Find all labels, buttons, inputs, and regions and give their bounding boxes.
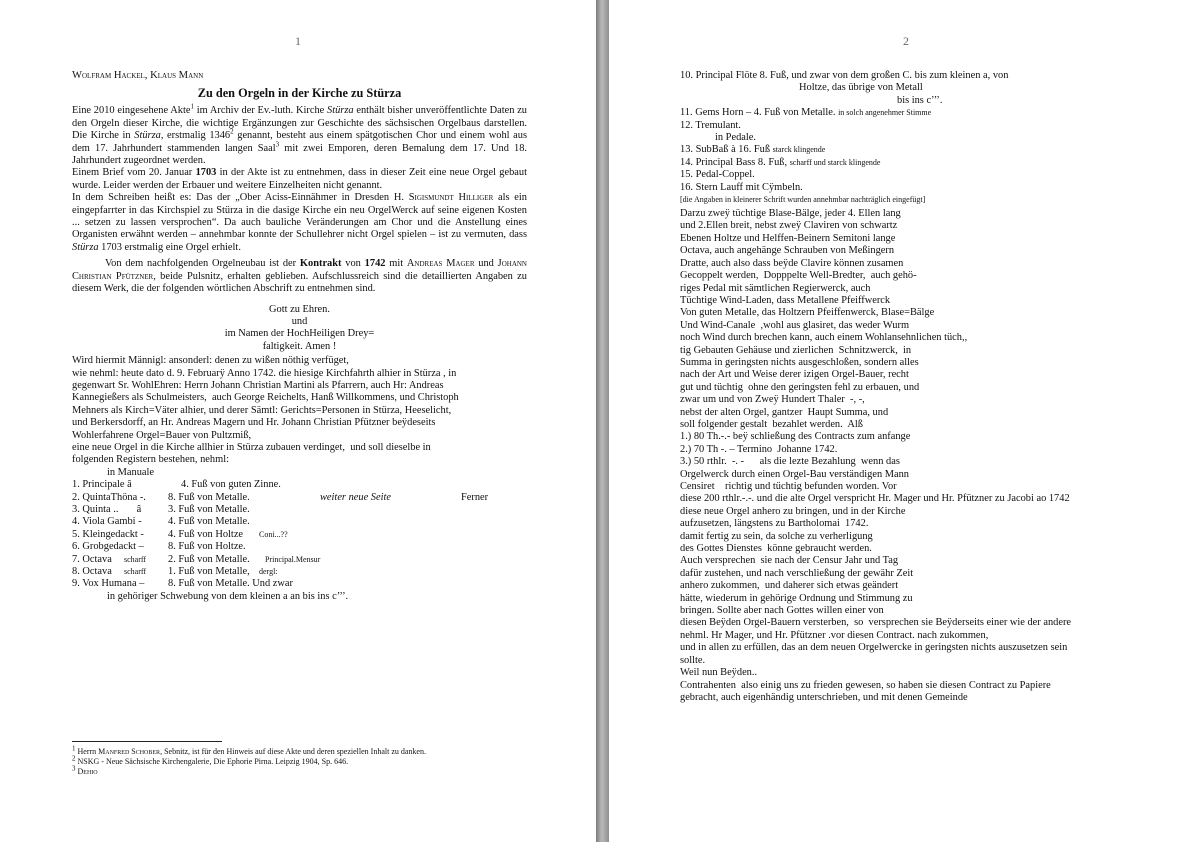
footnote: $^3$ Dehio (72, 764, 98, 776)
text-line: Contrahenten also einig uns zu frieden gewesen, so haben sie diesen Contract zu Papiere (680, 679, 1051, 691)
register-12: 12. Tremulant. (680, 119, 741, 131)
footnote: $^1$ Herrn Manfred Schober, Sebnitz, ist für den Hinweis auf diese Akte und deren speziellen Inhalt zu danken. (72, 744, 426, 756)
text-line: zwar um und von Zweÿ Hundert Thaler -, -, (680, 394, 865, 406)
footnote-ref-1: 1 (190, 102, 194, 111)
register-10-cont: Holtze, das übrige von Metall (799, 82, 923, 94)
text-line: soll folgender gestalt bezahlet werden. Alß (680, 418, 863, 430)
text-line: und 2.Ellen breit, nebst zweÿ Claviren von schwartz (680, 220, 898, 232)
text-line: hätte, wiederum in gehörige Ordnung und Stimmung zu (680, 592, 913, 604)
text-line: nach der Art und Weise derer izigen Orgel-Bauer, recht (680, 369, 909, 381)
footnote-ref-2: 2 (230, 127, 234, 136)
register-row: 5. Kleingedackt - 4. Fuß von Holtze Coni...?? (72, 528, 288, 540)
letter-1703-paragraph: Einem Brief vom 20. Januar 1703 in der Akte ist zu entnehmen, dass in dieser Zeit eine neue Orgel gebaut wurde. Leider werden der Erbauer und weitere Einzelheiten nicht genannt. (72, 167, 527, 191)
text-line: Darzu zweÿ tüchtige Blase-Bälge, jeder 4. Ellen lang (680, 208, 901, 220)
margin-note: weiter neue Seite (320, 491, 391, 503)
register-13: 13. SubBaß à 16. Fuß starck klingende (680, 144, 826, 156)
text-line: Und Wind-Canale ,wohl aus glasiret, das weder Wurm (680, 319, 910, 331)
manuale-heading: in Manuale (107, 466, 155, 478)
register-row: 7. Octava scharff 2. Fuß von Metalle. Principal.Mensur (72, 553, 321, 565)
authors: Wolfram Hackel, Klaus Mann (72, 70, 204, 81)
register-row: 2. QuintaThöna -. 8. Fuß von Metalle. weiter neue Seite Ferner (72, 491, 489, 503)
page-number: 1 (295, 34, 301, 48)
invocation: Gott zu Ehren. und im Namen der HochHeiligen Drey= faltigkeit. Amen ! (224, 303, 375, 352)
text-line: gut und tüchtig ohne den geringsten fehl zu erbauen, und (680, 381, 920, 393)
register-10: 10. Principal Flöte 8. Fuß, und zwar von dem großen C. bis zum kleinen a, von (680, 70, 1009, 81)
text-line: Octava, auch angehänge Schrauben von Meßingern (680, 245, 895, 257)
text-line: 3.) 50 rthlr. -. - als die lezte Bezahlung wenn das (680, 456, 900, 468)
footnote-rule (72, 741, 222, 742)
text-line: dafür zustehen, und nach verschließung der gewähr Zeit (680, 567, 914, 579)
register-11: 11. Gems Horn – 4. Fuß von Metalle. in solch angenehmer Stimme (680, 107, 932, 119)
text-line: Auch versprechen sie nach der Censur Jahr und Tag (680, 555, 899, 567)
quote-paragraph: In dem Schreiben heißt es: Das der „Ober Aciss-Einnähmer in Dresden H. Sigismundt Hilliger als ein eingepfarrter in das Kirchspiel zu Stürza in die dasige Kirche ein neu OrgelWerck auf seine eigenen Kosten ... setzen zu lassen versprochen“. Da auch bauliche Veränderungen am Chor und die Anstellung eines Organisten erwähnt werden – annehmbar konnte der Schullehrer nicht Orgel spielen – ist zu vermuten, dass Stürza 1703 erstmalig eine Orgel erhielt. (72, 192, 528, 253)
text-line: Censiret richtig und tüchtig befunden worden. Vor (680, 481, 897, 492)
register-15: 15. Pedal-Coppel. (680, 169, 755, 181)
register-row: 6. Grobgedackt – 8. Fuß von Holtze. (72, 541, 246, 553)
text-line: nehml. Hr Mager, und Hr. Pfützner .vor diesen Contract. nach zukommen, (680, 629, 989, 641)
text-line: riges Pedal mit sämtlichen Regierwerck, auch (680, 282, 871, 294)
text-line: Orgelwerck durch einen Orgel-Bau verständigen Mann (680, 468, 909, 480)
footnotes (72, 744, 527, 777)
ferner-word: Ferner (461, 491, 489, 503)
text-line: Dratte, auch also dass beÿde Clavire können zusamen (680, 257, 904, 269)
text-line: 2.) 70 Th -. – Termino Johanne 1742. (680, 443, 838, 455)
page-1-body (72, 70, 527, 603)
register-16: 16. Stern Lauff mit Cÿmbeln. (680, 181, 803, 193)
text-line: diese neue Orgel anhero zu bringen, und in der Kirche (680, 505, 906, 517)
intro-paragraph: Eine 2010 eingesehene Akte$^1$ im Archiv der Ev.-luth. Kirche Stürza enthält bisher unveröffentlichte Daten zu den Orgeln dieser Kirche, die wichtige Ergänzungen zur Geschichte des sächsischen Orgelbaus darstellen. Die Kirche in Stürza, erstmalig 1346$^2$ genannt, besteht aus einem spätgotischen Chor und einem wohl aus dem 17. Jahrhundert stammenden langen Saal$^3$ mit zwei Emporen, deren Bemalung dem 17. Und 18. Jahrhundert zugeordnet werden. (72, 102, 528, 167)
register-10-cont: bis ins c’’’. (897, 94, 943, 106)
text-line: diesen Beÿden Orgel-Bauern versterben, so versprechen sie Beÿderseits einer wie der andere (680, 617, 1072, 629)
footnote: $^2$ NSKG - Neue Sächsische Kirchengalerie, Die Ephorie Pirna. Leipzig 1904, Sp. 646. (72, 754, 349, 766)
text-line: nebst der alten Orgel, gantzer Haupt Summa, und (680, 406, 889, 418)
text-line: aufzusetzen, längstens zu Bartholomai 1742. (680, 518, 869, 530)
register-row: 3. Quinta .. â 3. Fuß von Metalle. (72, 503, 250, 515)
page-gutter (596, 0, 609, 842)
page-1 (0, 0, 596, 842)
text-line: diese 200 rthlr.-.-. und die alte Orgel verspricht Hr. Mager und Hr. Pfützner zu Jacobi ao 1742 (680, 493, 1070, 505)
text-line: Summa in geringsten nichts ausgeschloßen, sondern alles (680, 356, 919, 368)
text-line: gebracht, auch eigenhändig unterschrieben, und mit denen Gemeinde (680, 691, 968, 703)
register-row: 9. Vox Humana – 8. Fuß von Metalle. Und zwar (72, 578, 293, 590)
article-title: Zu den Orgeln in der Kirche zu Stürza (197, 86, 402, 101)
register-14: 14. Principal Bass 8. Fuß, scharff und starck klingende (680, 156, 881, 168)
contract-continuation (680, 208, 1140, 704)
register-list (72, 479, 527, 603)
text-line: sollte. (680, 654, 706, 666)
text-line: des Gottes Dienstes könne gebraucht werden. (680, 543, 872, 555)
contract-text: Wird hiermit Männigl: ansonderl: denen zu wißen nöthig verfüget, wie nehml: heute dato d. 9. Februarÿ Anno 1742. die hiesige Kirchfahrth alhier in Stürza , in gegenwart Sr. WohlEhren: Herrn Johann Christian Martini als Pfarrern, auch Hr: Andreas Kannegießers als Schulmeisters, auch George Reichelts, Hanß Willkommens, und Christoph Mehners als Kirch=Väter alhier, und derer Sämtl: Gerichts=Personen in Stürza, Heeselicht, und Berkersdorff, an Hr. Andreas Magern und Hr. Johann Christian Pfützner beÿdeseits Wohlerfahrene Orgel=Bauer von Pultzmiß, eine neue Orgel in die Kirche allhier in Stürza zubauen verdinget, und soll dieselbe in folgenden Registern bestehen, nehml: (72, 355, 459, 466)
register-row: 1. Principale â 4. Fuß von guten Zinne. (72, 479, 281, 491)
text-line: tig Gebauten Gehäuse und zierlichen Schnitzwerck, in (680, 344, 912, 356)
register-row: 8. Octava scharff 1. Fuß von Metalle, dergl: (72, 565, 278, 577)
page-2-body (680, 70, 1140, 704)
text-line: damit fertig zu sein, da solche zu verherligung (680, 530, 873, 542)
text-line: Tüchtige Wind-Laden, dass Metallene Pfeiffwerck (680, 294, 891, 306)
page-2 (609, 0, 1203, 842)
text-line: Ebenen Holtze und Helffen-Beinern Semitoni lange (680, 232, 896, 244)
footnote-ref-3: 3 (275, 140, 280, 149)
editorial-note: [die Angaben in kleinerer Schrift wurden annehmbar nachträglich eingefügt] (680, 195, 926, 205)
text-line: Gecoppelt werden, Dopppelte Well-Bredter, auch gehö- (680, 270, 917, 282)
page-number: 2 (903, 34, 909, 48)
text-line: Weil nun Beÿden.. (680, 667, 758, 679)
text-line: 1.) 80 Th.-.- beÿ schließung des Contracts zum anfange (680, 431, 911, 443)
text-line: anhero zukommen, und daherer sich etwas geändert (680, 580, 899, 592)
text-line: Von guten Metalle, das Holtzern Pfeiffenwerck, Blase=Bälge (680, 307, 935, 319)
pedale-heading: in Pedale. (715, 132, 756, 144)
text-line: bringen. Sollte aber nach Gottes willen einer von (680, 605, 884, 617)
contract-paragraph: Von dem nachfolgenden Orgelneubau ist der Kontrakt von 1742 mit Andreas Mager und Johann Christian Pfützner, beide Pulsnitz, erhalten geblieben. Aufschlussreich sind die detaillierten Angaben zu diesem Werk, die der folgenden wörtlichen Abschrift zu entnehmen sind. (72, 258, 527, 295)
schwebung-line: in gehöriger Schwebung von dem kleinen a an bis ins c’’’. (107, 590, 349, 602)
register-row: 4. Viola Gambi - 4. Fuß von Metalle. (72, 516, 250, 528)
text-line: noch Wind durch brechen kann, auch einem Wohlansehnlichen tüch,, (680, 332, 968, 344)
text-line: und in allen zu erfüllen, das an dem neuen Orgelwercke in geringsten nichts auszusetzen sein (680, 642, 1068, 654)
